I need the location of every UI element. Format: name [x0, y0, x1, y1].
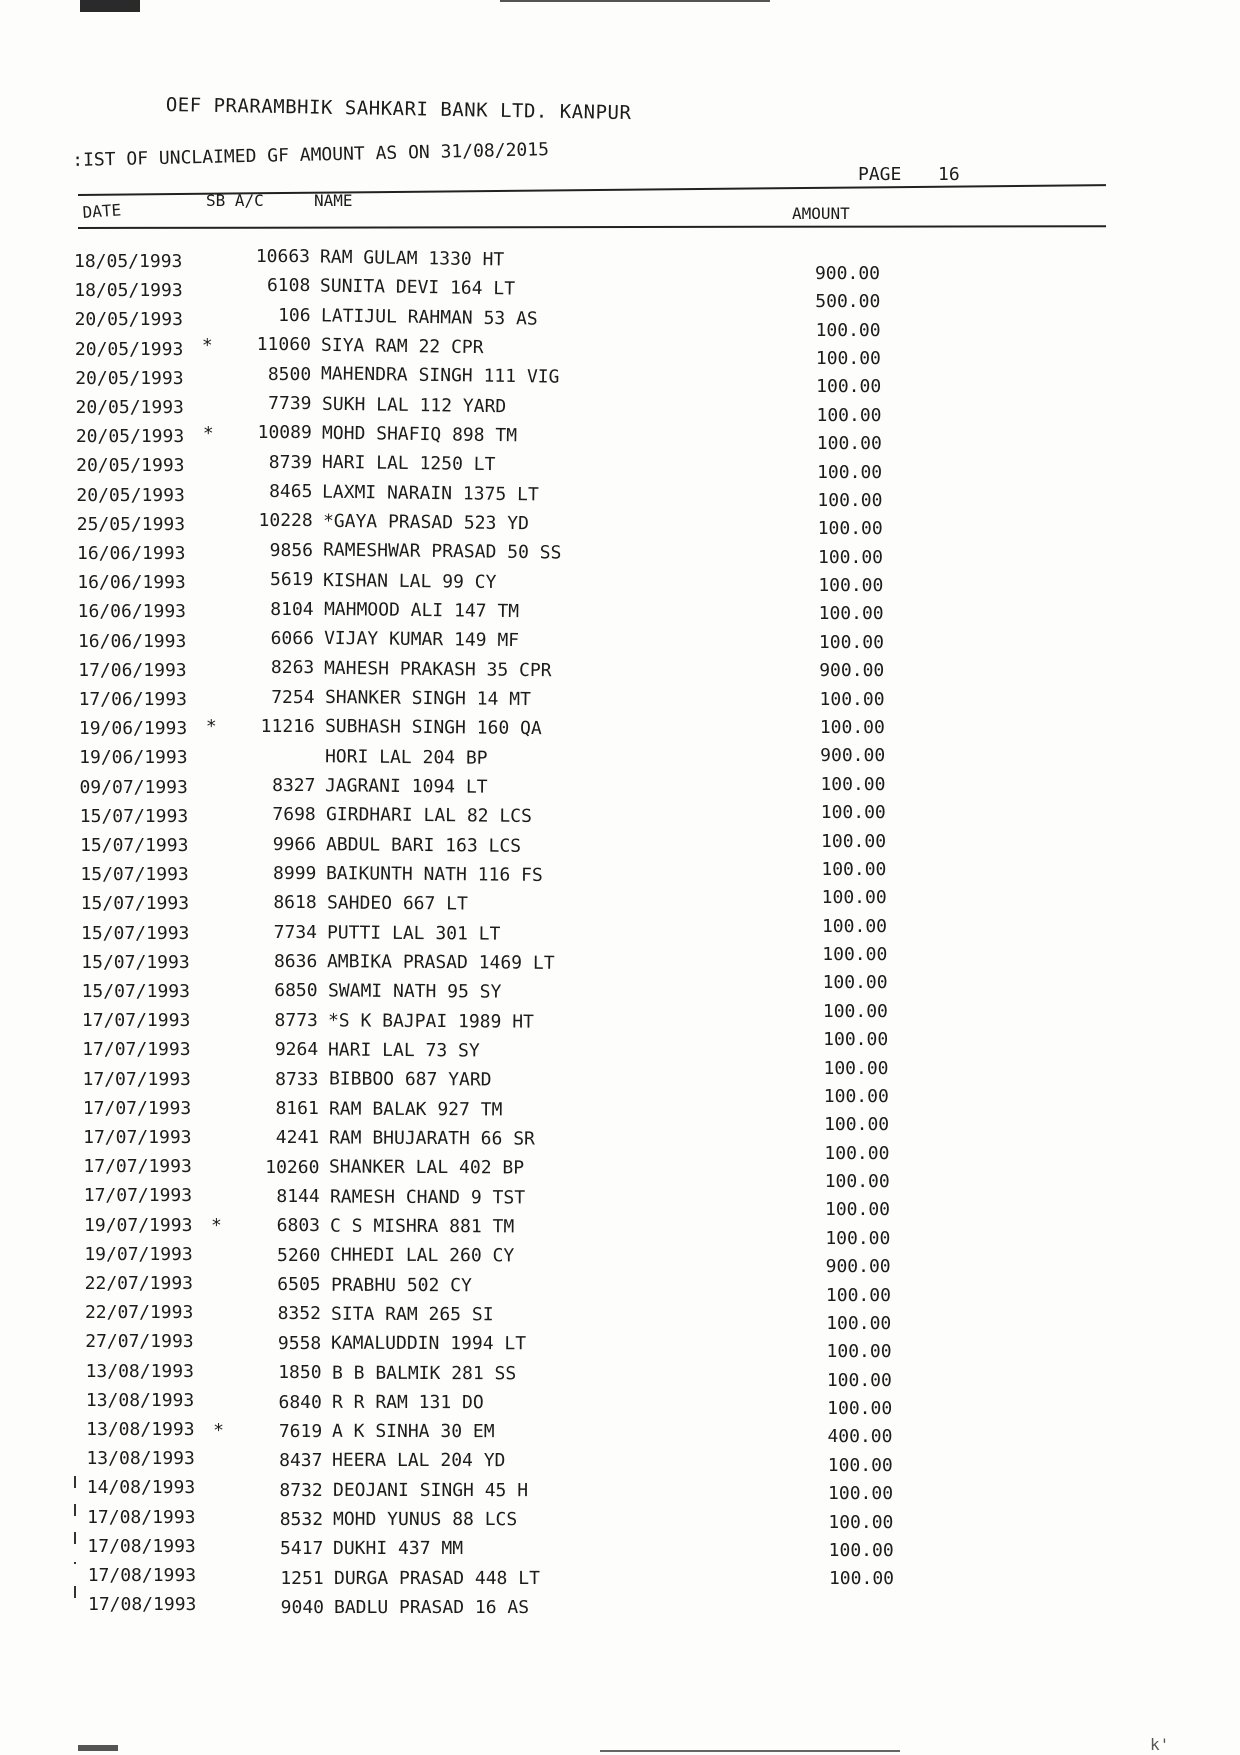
row-amount: 100.00: [820, 773, 886, 795]
row-sb-account: 7254: [271, 686, 315, 708]
row-amount: 100.00: [822, 944, 888, 965]
row-sb-account: 8327: [272, 774, 316, 796]
row-name: MAHMOOD ALI 147 TM: [323, 598, 519, 623]
row-amount: 100.00: [818, 575, 884, 597]
table-row: [77, 569, 884, 597]
row-sb-account: 8532: [279, 1509, 324, 1531]
table-row: [75, 422, 882, 455]
table-row: [78, 716, 885, 742]
row-sb-account: 10260: [265, 1156, 320, 1178]
row-sb-account: 8104: [270, 598, 314, 620]
row-amount: 100.00: [816, 376, 882, 398]
row-amount: 100.00: [817, 489, 883, 511]
row-sb-account: 6850: [274, 980, 318, 1002]
row-flag: *: [205, 716, 217, 738]
row-date: 17/07/1993: [82, 1068, 191, 1090]
row-date: 09/07/1993: [79, 776, 188, 798]
column-header-amount: AMOUNT: [792, 204, 850, 223]
row-name: C S MISHRA 881 TM: [329, 1215, 515, 1238]
margin-mark: [74, 1532, 76, 1544]
row-name: RAM BHUJARATH 66 SR: [329, 1127, 536, 1150]
row-name: SITA RAM 265 SI: [330, 1303, 494, 1326]
row-date: 17/07/1993: [83, 1156, 192, 1178]
row-date: 13/08/1993: [85, 1389, 195, 1411]
row-date: 16/06/1993: [77, 630, 187, 652]
row-date: 17/07/1993: [83, 1127, 192, 1148]
row-amount: 100.00: [825, 1199, 891, 1221]
row-sb-account: 8437: [279, 1450, 323, 1472]
row-name: MAHENDRA SINGH 111 VIG: [321, 363, 560, 389]
corner-mark: k': [1150, 1735, 1170, 1754]
row-date: 13/08/1993: [86, 1448, 195, 1470]
row-date: 15/07/1993: [81, 981, 190, 1002]
row-sb-account: 7734: [273, 921, 317, 943]
row-amount: 100.00: [815, 348, 881, 370]
row-name: BADLU PRASAD 16 AS: [334, 1597, 530, 1619]
row-name: GIRDHARI LAL 82 LCS: [325, 804, 532, 828]
row-amount: 100.00: [827, 1398, 893, 1419]
table-row: [83, 1142, 890, 1180]
row-name: SUBHASH SINGH 160 QA: [324, 716, 542, 740]
row-name: SHANKER LAL 402 BP: [329, 1156, 525, 1179]
row-name: A K SINHA 30 EM: [332, 1421, 495, 1443]
row-sb-account: 8263: [270, 657, 315, 679]
row-date: 16/06/1993: [77, 543, 186, 564]
row-amount: 100.00: [817, 461, 883, 483]
margin-mark: [74, 1562, 76, 1564]
table-row: [74, 334, 881, 370]
row-name: BIBBOO 687 YARD: [328, 1068, 492, 1091]
scan-artifact-top-left: [80, 0, 140, 12]
row-sb-account: 8732: [279, 1479, 323, 1501]
row-amount: 100.00: [826, 1369, 892, 1391]
table-row: [83, 1171, 890, 1209]
row-date: 17/06/1993: [78, 659, 187, 681]
row-amount: 100.00: [823, 1057, 889, 1079]
row-name: HARI LAL 73 SY: [328, 1039, 480, 1062]
row-name: *GAYA PRASAD 523 YD: [322, 510, 529, 535]
row-sb-account: 10663: [255, 246, 310, 267]
table-row: [75, 392, 882, 426]
row-date: 15/07/1993: [80, 835, 189, 856]
row-sb-account: 10228: [258, 510, 313, 532]
page-label: PAGE: [858, 164, 902, 185]
row-date: 15/07/1993: [81, 951, 190, 973]
row-amount: 100.00: [827, 1454, 893, 1476]
row-name: KAMALUDDIN 1994 LT: [331, 1332, 527, 1355]
table-row: [78, 686, 885, 713]
row-date: 17/07/1993: [81, 1010, 191, 1032]
row-sb-account: 9558: [277, 1332, 322, 1354]
table-row: [81, 944, 888, 976]
row-amount: 100.00: [828, 1539, 894, 1561]
row-date: 20/05/1993: [74, 338, 184, 360]
row-flag: *: [213, 1420, 225, 1442]
row-amount: 400.00: [827, 1426, 893, 1448]
table-row: [80, 830, 887, 859]
table-row: [76, 510, 883, 540]
row-sb-account: 8739: [268, 451, 313, 473]
row-sb-account: 8500: [267, 363, 312, 385]
row-amount: 900.00: [814, 263, 880, 284]
row-sb-account: 1251: [280, 1567, 324, 1589]
row-sb-account: 5260: [276, 1244, 321, 1266]
table-row: [77, 627, 884, 655]
row-date: 19/06/1993: [78, 718, 188, 740]
row-date: 20/05/1993: [75, 397, 184, 418]
page-number: 16: [938, 164, 960, 185]
row-amount: 100.00: [824, 1142, 890, 1164]
scan-artifact-bottom-left: [78, 1745, 118, 1751]
row-sb-account: 8352: [277, 1303, 321, 1325]
column-header-date: DATE: [82, 200, 122, 222]
row-sb-account: 6505: [277, 1274, 321, 1296]
row-sb-account: 4241: [275, 1127, 320, 1149]
row-sb-account: 8733: [275, 1068, 319, 1090]
row-date: 14/08/1993: [86, 1477, 196, 1499]
row-name: MOHD YUNUS 88 LCS: [333, 1509, 518, 1531]
table-row: [80, 858, 887, 888]
row-amount: 100.00: [822, 1000, 888, 1022]
row-sb-account: 8465: [269, 481, 313, 502]
row-sb-account: 9264: [274, 1039, 319, 1061]
row-date: 20/05/1993: [76, 455, 185, 477]
table-row: [75, 363, 882, 398]
row-name: ABDUL BARI 163 LCS: [325, 833, 522, 857]
row-amount: 100.00: [824, 1114, 890, 1136]
table-row: [81, 972, 888, 1005]
row-amount: 100.00: [819, 688, 885, 710]
row-name: VIJAY KUMAR 149 MF: [323, 628, 520, 652]
table-row: [79, 802, 886, 830]
row-amount: 100.00: [826, 1341, 892, 1363]
row-amount: 100.00: [825, 1227, 891, 1249]
row-amount: 100.00: [823, 1029, 889, 1051]
row-date: 20/05/1993: [75, 367, 184, 389]
row-name: SUNITA DEVI 164 LT: [320, 275, 516, 300]
row-date: 15/07/1993: [81, 922, 190, 944]
row-name: PUTTI LAL 301 LT: [326, 921, 501, 945]
row-amount: 100.00: [818, 546, 884, 568]
row-name: RAM GULAM 1330 HT: [319, 246, 505, 271]
margin-mark: [74, 1504, 76, 1516]
margin-mark: [74, 1586, 76, 1598]
row-date: 17/07/1993: [82, 1097, 192, 1119]
row-date: 16/06/1993: [77, 601, 187, 623]
row-date: 17/08/1993: [88, 1594, 197, 1616]
row-date: 17/06/1993: [78, 689, 187, 710]
row-amount: 100.00: [828, 1483, 894, 1505]
row-name: DUKHI 437 MM: [333, 1538, 464, 1560]
row-date: 25/05/1993: [76, 513, 186, 535]
row-amount: 900.00: [819, 660, 885, 682]
row-amount: 900.00: [825, 1256, 891, 1278]
row-date: 16/06/1993: [77, 572, 186, 594]
row-name: PRABHU 502 CY: [330, 1274, 472, 1296]
header-rule-bottom: [78, 225, 1106, 229]
row-sb-account: 7619: [278, 1421, 323, 1442]
table-row: [76, 451, 883, 483]
row-name: MAHESH PRAKASH 35 CPR: [324, 657, 552, 681]
row-date: 20/05/1993: [74, 309, 183, 331]
row-flag: *: [202, 423, 214, 444]
row-name: RAMESH CHAND 9 TST: [329, 1186, 525, 1209]
row-amount: 100.00: [815, 319, 881, 341]
row-date: 18/05/1993: [74, 251, 183, 272]
table-row: [77, 598, 884, 625]
row-amount: 100.00: [816, 433, 882, 455]
row-amount: 500.00: [815, 291, 881, 313]
row-amount: 100.00: [818, 603, 884, 625]
row-sb-account: 7739: [268, 392, 312, 414]
row-name: SAHDEO 667 LT: [326, 892, 468, 915]
row-name: JAGRANI 1094 LT: [325, 775, 489, 798]
row-amount: 100.00: [819, 717, 885, 738]
row-amount: 100.00: [825, 1284, 891, 1306]
row-name: SHANKER SINGH 14 MT: [324, 686, 531, 711]
bank-title: OEF PRARAMBHIK SAHKARI BANK LTD. KANPUR: [165, 94, 632, 125]
row-name: DEOJANI SINGH 45 H: [332, 1479, 528, 1502]
row-name: CHHEDI LAL 260 CY: [330, 1244, 515, 1267]
row-date: 15/07/1993: [80, 864, 189, 886]
row-sb-account: 9040: [280, 1597, 324, 1619]
row-date: 19/07/1993: [84, 1214, 193, 1236]
row-sb-account: 1850: [278, 1362, 322, 1384]
row-amount: 900.00: [820, 745, 886, 767]
scan-artifact-bottom-line: [600, 1750, 900, 1752]
table-row: [82, 1057, 889, 1093]
row-sb-account: 9966: [272, 833, 317, 855]
column-header-name: NAME: [314, 191, 353, 210]
row-sb-account: 5619: [269, 569, 314, 591]
row-name: RAM BALAK 927 TM: [328, 1098, 503, 1121]
table-row: [79, 773, 886, 801]
row-date: 17/08/1993: [87, 1535, 196, 1557]
table-row: [81, 915, 887, 947]
row-flag: *: [201, 335, 213, 356]
table-row: [83, 1114, 890, 1151]
list-title: :IST OF UNCLAIMED GF AMOUNT AS ON 31/08/2015: [72, 139, 550, 171]
row-amount: 100.00: [821, 887, 887, 909]
row-name: AMBIKA PRASAD 1469 LT: [327, 951, 555, 974]
row-name: SUKH LAL 112 YARD: [321, 393, 506, 417]
row-date: 17/07/1993: [82, 1039, 191, 1061]
row-sb-account: 6840: [278, 1391, 322, 1413]
row-amount: 100.00: [821, 915, 887, 937]
row-sb-account: 8618: [273, 892, 317, 914]
row-date: 13/08/1993: [85, 1360, 194, 1382]
row-date: 20/05/1993: [76, 484, 185, 506]
row-date: 17/07/1993: [83, 1185, 193, 1207]
row-date: 27/07/1993: [85, 1331, 194, 1353]
row-sb-account: 10089: [257, 422, 312, 444]
row-amount: 100.00: [824, 1171, 890, 1192]
row-sb-account: 8773: [274, 1009, 318, 1031]
row-amount: 100.00: [828, 1511, 894, 1533]
row-name: SIYA RAM 22 CPR: [320, 334, 484, 359]
table-row: [81, 1000, 888, 1034]
row-flag: *: [211, 1214, 222, 1236]
row-name: R R RAM 131 DO: [331, 1391, 484, 1414]
row-name: HEERA LAL 204 YD: [332, 1450, 506, 1472]
row-name: HARI LAL 1250 LT: [321, 452, 496, 476]
row-amount: 100.00: [817, 518, 883, 540]
row-amount: 100.00: [820, 802, 886, 824]
table-row: [74, 304, 881, 341]
row-sb-account: 8144: [276, 1185, 320, 1207]
row-date: 13/08/1993: [86, 1419, 195, 1440]
row-amount: 100.00: [816, 404, 882, 426]
table-row: [76, 481, 883, 511]
row-sb-account: 11216: [260, 716, 315, 737]
row-date: 22/07/1993: [84, 1302, 194, 1324]
row-date: 19/07/1993: [84, 1243, 193, 1265]
row-amount: 100.00: [821, 830, 887, 852]
row-date: 15/07/1993: [79, 805, 189, 827]
row-name: RAMESHWAR PRASAD 50 SS: [322, 539, 562, 564]
scan-artifact-top-line: [500, 0, 770, 2]
row-name: SWAMI NATH 95 SY: [327, 980, 502, 1003]
row-name: *S K BAJPAI 1989 HT: [327, 1009, 534, 1033]
row-name: DURGA PRASAD 448 LT: [333, 1567, 540, 1589]
table-row: [74, 246, 880, 284]
row-sb-account: 8636: [273, 951, 318, 972]
row-sb-account: 9856: [269, 539, 314, 561]
row-name: LAXMI NARAIN 1375 LT: [322, 481, 540, 505]
row-sb-account: 6066: [270, 627, 314, 649]
row-sb-account: 11060: [256, 334, 311, 356]
row-sb-account: 106: [278, 304, 311, 326]
row-date: 15/07/1993: [80, 893, 190, 915]
row-name: MOHD SHAFIQ 898 TM: [321, 422, 518, 447]
row-amount: 100.00: [826, 1312, 892, 1334]
row-name: KISHAN LAL 99 CY: [323, 569, 497, 593]
table-row: [80, 887, 887, 917]
row-name: BAIKUNTH NATH 116 FS: [326, 862, 544, 886]
row-amount: 100.00: [828, 1568, 894, 1590]
table-row: [84, 1199, 891, 1239]
row-name: B B BALMIK 281 SS: [331, 1362, 516, 1384]
row-amount: 100.00: [822, 972, 888, 994]
column-header-sb-ac: SB A/C: [206, 191, 264, 210]
row-sb-account: 7698: [272, 804, 316, 826]
table-row: [82, 1029, 889, 1063]
table-row: [82, 1085, 889, 1122]
table-row: [79, 745, 886, 771]
row-name: LATIJUL RAHMAN 53 AS: [320, 305, 538, 330]
row-date: 19/06/1993: [79, 747, 188, 769]
row-sb-account: 6803: [276, 1215, 321, 1237]
row-amount: 100.00: [821, 858, 887, 880]
row-sb-account: 5417: [280, 1538, 324, 1560]
row-amount: 100.00: [823, 1085, 889, 1107]
row-date: 17/08/1993: [87, 1565, 197, 1586]
row-name: HORI LAL 204 BP: [325, 745, 488, 769]
margin-mark: [74, 1476, 76, 1488]
table-row: [74, 275, 881, 313]
row-amount: 100.00: [818, 631, 884, 653]
row-sb-account: 8999: [273, 862, 317, 884]
row-date: 20/05/1993: [75, 426, 185, 448]
row-date: 18/05/1993: [74, 280, 183, 302]
row-date: 17/08/1993: [87, 1506, 196, 1528]
row-sb-account: 8161: [275, 1097, 319, 1119]
table-row: [77, 539, 884, 568]
row-date: 22/07/1993: [84, 1273, 194, 1294]
row-sb-account: 6108: [266, 275, 311, 297]
table-row: [78, 657, 885, 684]
